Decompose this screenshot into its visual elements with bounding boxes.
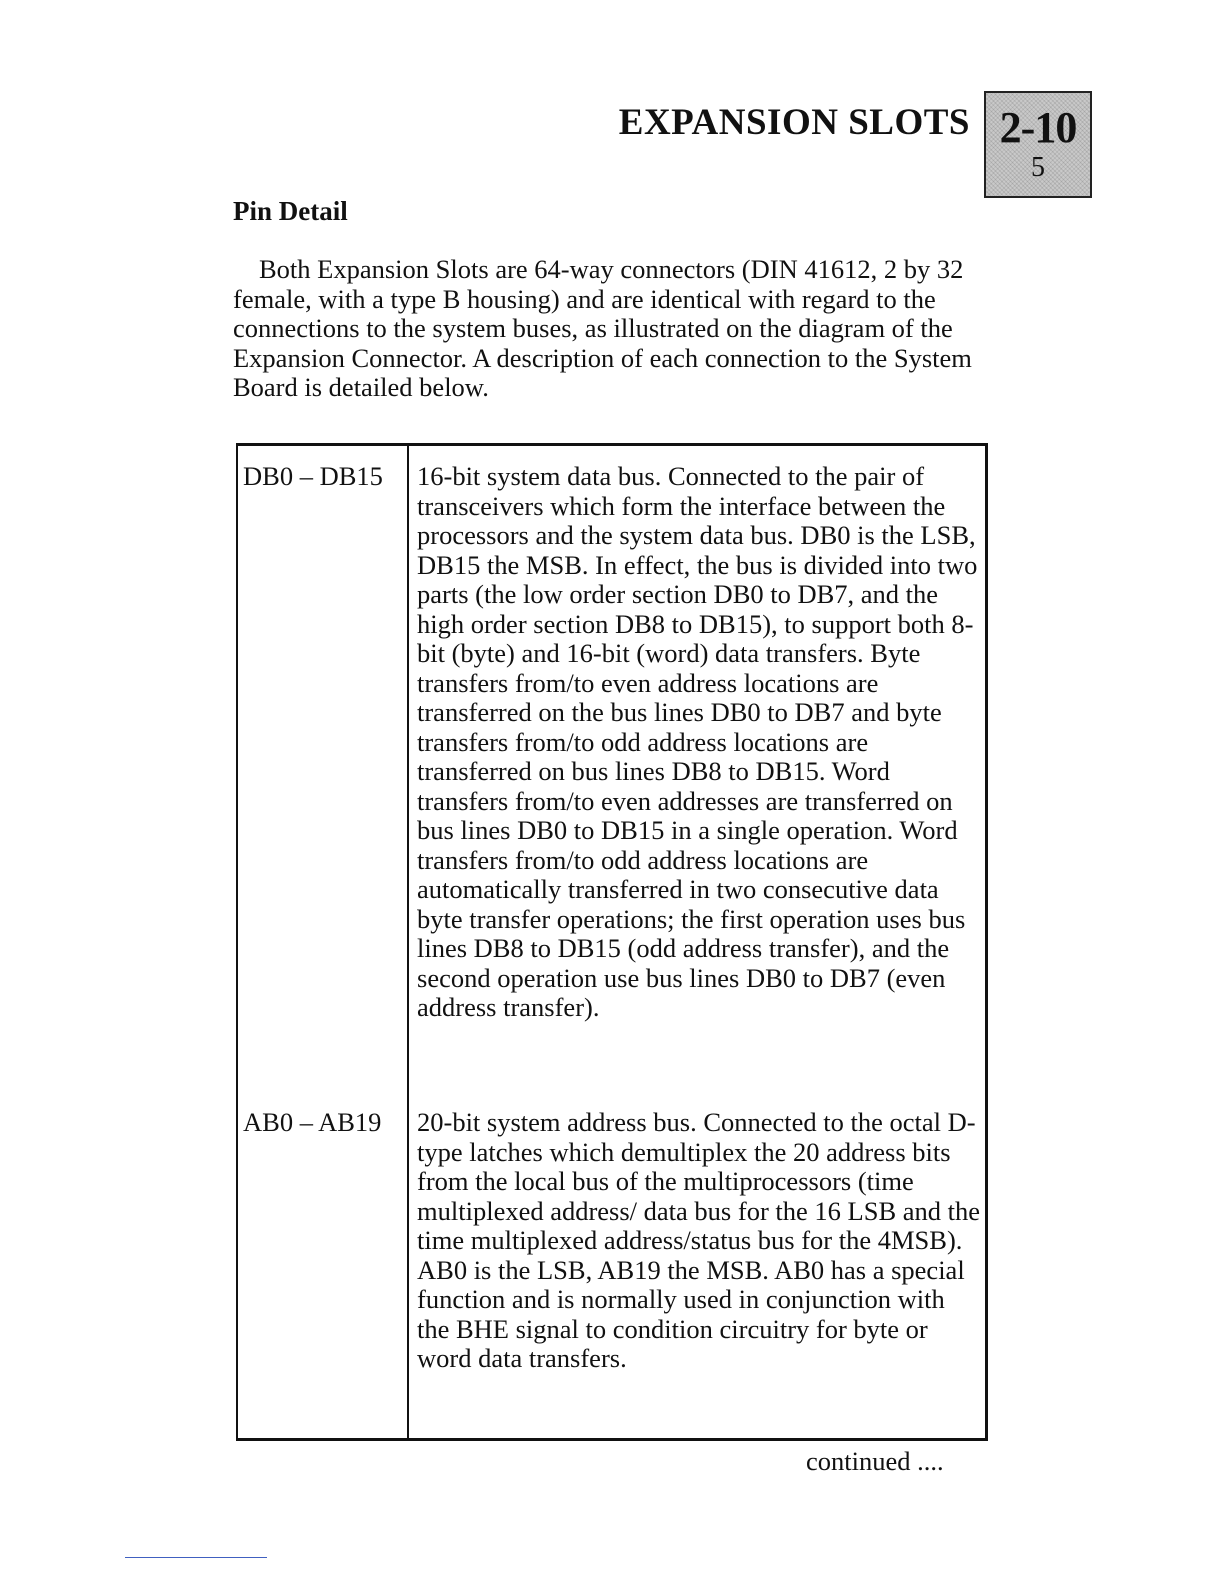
pin-table — [236, 443, 988, 1441]
column-divider — [407, 446, 409, 1438]
intro-paragraph: Both Expansion Slots are 64-way connectors (DIN 41612, 2 by 32 female, with a type B housing) and are identical with regard to the connections to the system buses, as illustrated on the diagram of the Expansion Connector. A description of each connection to the System Board is detailed below. — [233, 254, 972, 402]
page-number: 5 — [1031, 152, 1045, 183]
page-title: EXPANSION SLOTS — [618, 102, 970, 143]
section-number: 2-10 — [999, 103, 1077, 152]
pin-name: AB0 – AB19 — [243, 1107, 382, 1137]
continued-note: continued .... — [806, 1446, 944, 1476]
pin-description: 20-bit system address bus. Connected to the octal D-type latches which demultiplex the 20 address bits from the local bus of the multiprocessors (time multiplexed address/ data bus for the 16 LSB and the time multiplexed address/status bus for the 4MSB). AB0 is the LSB, AB19 the MSB. AB0 has a special function and is normally used in conjunction with the BHE signal to condition circuitry for byte or word data transfers. — [417, 1107, 981, 1373]
footer-rule — [125, 1557, 267, 1558]
pin-name: DB0 – DB15 — [243, 461, 383, 491]
pin-description: 16-bit system data bus. Connected to the pair of transceivers which form the interface between the processors and the system data bus. DB0 is the LSB, DB15 the MSB. In effect, the bus is divided into two parts (the low order section DB0 to DB7, and the high order section DB8 to DB15), to support both 8-bit (byte) and 16-bit (word) data transfers. Byte transfers from/to even address locations are transferred on the bus lines DB0 to DB7 and byte transfers from/to odd address locations are transferred on bus lines DB8 to DB15. Word transfers from/to even addresses are transferred on bus lines DB0 to DB15 in a single operation. Word transfers from/to odd address locations are automatically transferred in two consecutive data byte transfer operations; the first operation uses bus lines DB8 to DB15 (odd address transfer), and the second operation use bus lines DB0 to DB7 (even address transfer). — [417, 461, 978, 1022]
section-heading: Pin Detail — [233, 196, 348, 226]
section-badge — [984, 91, 1092, 198]
